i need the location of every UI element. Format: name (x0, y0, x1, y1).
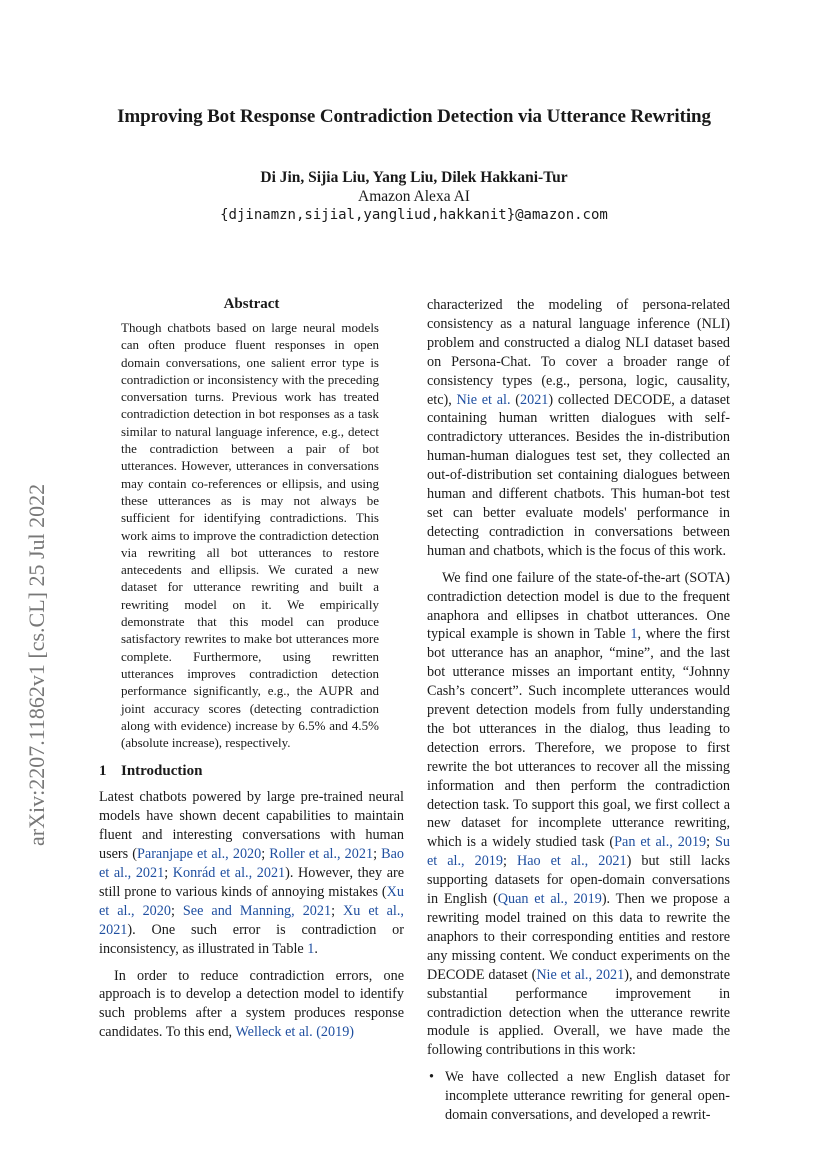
citation-link[interactable]: 2021 (520, 391, 549, 408)
citation-link[interactable]: Paranjape et al., 2020 (137, 846, 262, 863)
abstract-text: Though chatbots based on large neural models can often produce fluent responses in open domain conversations, one salient error type is contradiction or inconsistency with the preceding conversation turns. Previous work has treated contradiction detection in bot responses as a task similar to natural language inference, e.g., detect the contradiction between a pair of bot utterances. However, utterances in conversations may contain co-references or ellipsis, and using these utterances as is may not always be sufficient for identifying contradictions. This work aims to improve the contradiction detection via rewriting all bot utterances to restore antecedents and ellipsis. We curated a new dataset for utterance rewriting and built a rewriting model on it. We empirically demonstrate that this model can produce satisfactory rewrites to make bot utterances more complete. Furthermore, using rewritten utterances improves contradiction detection performance significantly, e.g., the AUPR and joint accuracy scores (detecting contradiction along with evidence) increase by 6.5% and 4.5% (absolute increase), respectively. (121, 320, 379, 751)
citation-link[interactable]: Konrád et al., 2021 (172, 865, 286, 882)
text-span: ). However, they are still prone to various kinds of annoying mistakes ( (99, 865, 405, 900)
intro-paragraph-2 (99, 967, 404, 1043)
intro-paragraph-1 (99, 788, 404, 958)
text-span: We find one failure of the state-of-the-art (SOTA) contradiction detection model is due to the frequent anaphora and ellipses in chatbot utterances. One typical example is shown in Table (427, 569, 730, 643)
citation-link[interactable]: See and Manning, 2021 (182, 902, 332, 919)
text-span: ; (331, 902, 344, 919)
text-span: ; (164, 865, 173, 882)
text-span: ; (170, 902, 183, 919)
right-column (427, 296, 730, 1125)
affiliation: Amazon Alexa AI (358, 188, 470, 205)
text-span: ) collected DECODE, a dataset containing human written dialogues with self-contradictory utterances. Besides the in-distribution human-human dialogues test set, they collected an out-of-distribution set containing dialogues between human and different chatbots. This human-bot test set can better evaluate models' performance in detecting contradiction in conversations between human and chatbots, which is the focus of this work. (427, 391, 730, 559)
section-title: Introduction (121, 763, 203, 780)
text-span: characterized the modeling of persona-related consistency as a natural language inference (NLI) problem and constructed a dialog NLI dataset based on Persona-Chat. To cover a broader range of consistency types (e.g., persona, logic, causality, etc), (427, 297, 730, 408)
citation-link[interactable]: Su et al., 2019 (427, 834, 730, 870)
text-span: ; (261, 846, 270, 863)
text-span: ; (503, 853, 517, 870)
citation-link[interactable]: Nie et al. (456, 391, 511, 408)
intro-heading (99, 763, 404, 780)
contribution-item: • We have collected a new English dataset for incomplete utterance rewriting for general open-domain conversations, and developed a rewrit- (441, 1068, 730, 1125)
author-list: Di Jin, Sijia Liu, Yang Liu, Dilek Hakkani-Tur (260, 169, 568, 186)
section-number: 1 (99, 763, 107, 780)
citation-link[interactable]: Xu et al., 2020 (99, 883, 404, 919)
contribution-list (427, 1068, 730, 1125)
citation-link[interactable]: Roller et al., 2021 (269, 846, 374, 863)
citation-link[interactable]: Xu et al., 2021 (99, 902, 404, 938)
table-ref-link[interactable]: 1 (307, 940, 315, 957)
text-span: ; (706, 834, 716, 851)
text-span: ) but still lacks supporting datasets for open-domain conversations in English ( (427, 853, 730, 908)
intro-paragraph-3 (427, 569, 730, 1061)
abstract-heading: Abstract (223, 296, 280, 312)
text-span: ). One such error is contradiction or inconsistency, as illustrated in Table (99, 921, 404, 957)
intro-paragraph-2-continued (427, 296, 730, 561)
text-span: ; (373, 846, 382, 863)
citation-link[interactable]: Quan et al., 2019 (497, 891, 602, 908)
author-emails: {djinamzn,sijial,yangliud,hakkanit}@amazon.com (220, 207, 608, 223)
arxiv-identifier: arXiv:2207.11862v1 [cs.CL] 25 Jul 2022 (24, 483, 49, 846)
text-span: . (314, 940, 318, 957)
text-span: Latest chatbots powered by large pre-trained neural models have shown decent capabilities to maintain fluent and interesting conversations with human users ( (99, 789, 404, 863)
text-span: ), and demonstrate substantial performance improvement in contradiction detection when the utterance rewrite module is applied. Overall, we have made the following contributions in this work: (427, 966, 731, 1059)
citation-link[interactable]: Pan et al., 2019 (614, 834, 707, 851)
citation-link[interactable]: Nie et al., 2021 (536, 966, 625, 983)
text-span: , where the first bot utterance has an anaphor, “mine”, and the last bot utterance misses an important entity, “Johnny Cash’s concert”. Such incomplete utterances would prevent detection models from fully understanding the bot utterances in the dialog, thus leading to detection errors. Therefore, we propose to first rewrite the bot utterances to recover all the missing information and then perform the contradiction detection task. To support this goal, we first collect a new dataset for incomplete utterance rewriting, which is a widely studied task ( (427, 626, 730, 851)
citation-link[interactable]: Welleck et al. (2019) (235, 1024, 355, 1041)
citation-link[interactable]: Bao et al., 2021 (99, 846, 404, 882)
text-span: ( (510, 391, 520, 408)
left-column (99, 296, 404, 1042)
text-span: In order to reduce contradiction errors, one approach is to develop a detection model to identify such problems after a system produces response candidates. To this end, (99, 967, 404, 1041)
citation-link[interactable]: Hao et al., 2021 (516, 853, 627, 870)
table-ref-link[interactable]: 1 (630, 626, 638, 643)
text-span: ). Then we propose a rewriting model trained on this data to rewrite the anaphors to their corresponding entities and restore any missing content. We conduct experiments on the DECODE dataset ( (427, 891, 730, 983)
paper-title: Improving Bot Response Contradiction Detection via Utterance Rewriting (117, 106, 711, 127)
